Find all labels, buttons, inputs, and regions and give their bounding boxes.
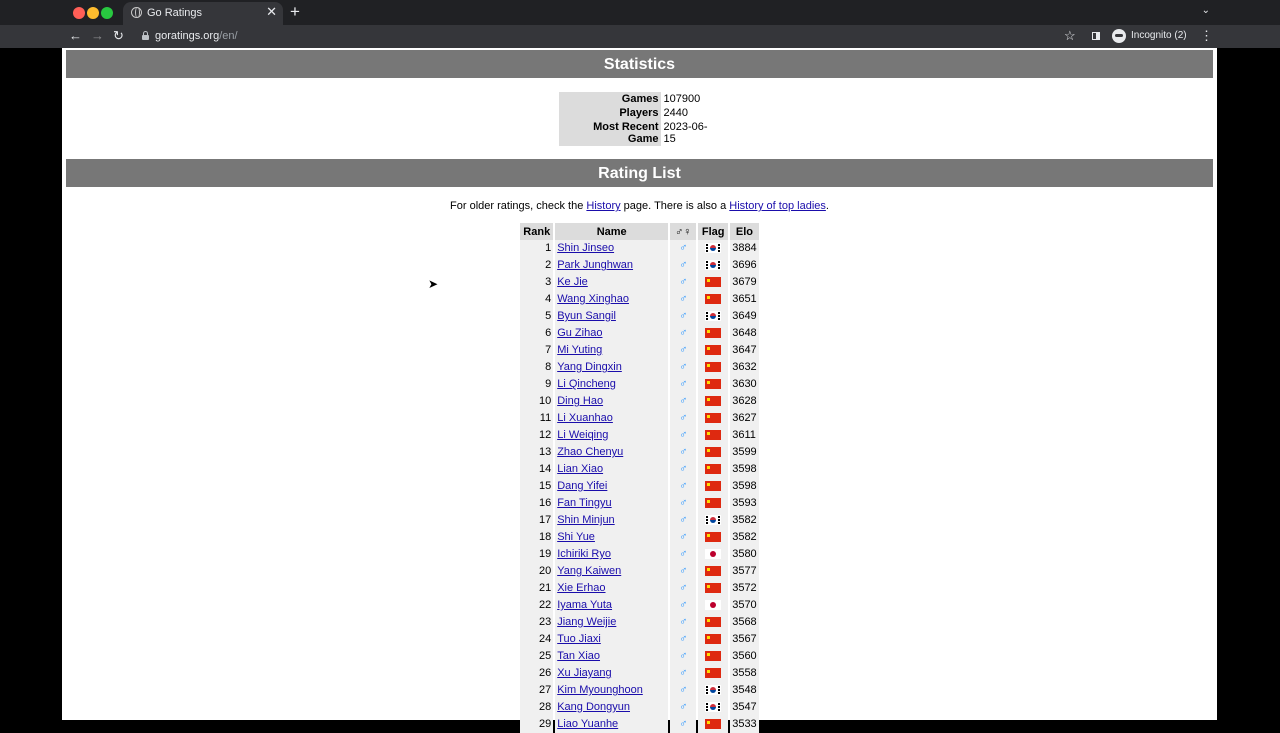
cn-flag-icon — [705, 464, 721, 474]
bookmark-star-icon[interactable]: ☆ — [1064, 28, 1076, 43]
player-rank: 6 — [520, 325, 553, 342]
player-name-cell — [555, 461, 668, 478]
male-icon: ♂ — [670, 308, 696, 325]
player-flag-cell — [698, 546, 728, 563]
stats-label: Most Recent Game — [559, 120, 661, 146]
player-rank: 14 — [520, 461, 553, 478]
player-rank: 21 — [520, 580, 553, 597]
maximize-window-button[interactable] — [101, 7, 113, 19]
incognito-label[interactable]: Incognito (2) — [1131, 30, 1187, 41]
player-elo: 3598 — [730, 461, 758, 478]
player-name-cell — [555, 410, 668, 427]
player-name-cell — [555, 240, 668, 257]
player-row — [520, 376, 758, 393]
mouse-cursor: ➤ — [428, 277, 439, 291]
player-row — [520, 461, 758, 478]
player-name-link[interactable]: Iyama Yuta — [557, 599, 613, 611]
chevron-down-icon[interactable]: ⌄ — [1201, 5, 1210, 16]
player-name-link[interactable]: Ke Jie — [557, 276, 588, 288]
player-row — [520, 410, 758, 427]
player-name-link[interactable]: Li Xuanhao — [557, 412, 613, 424]
player-elo: 3568 — [730, 614, 758, 631]
male-icon: ♂ — [670, 495, 696, 512]
close-window-button[interactable] — [73, 7, 85, 19]
player-flag-cell — [698, 376, 728, 393]
player-row — [520, 580, 758, 597]
kr-flag-icon — [705, 702, 721, 712]
player-flag-cell — [698, 461, 728, 478]
player-elo: 3547 — [730, 699, 758, 716]
player-elo: 3696 — [730, 257, 758, 274]
player-rank: 4 — [520, 291, 553, 308]
player-name-link[interactable]: Dang Yifei — [557, 480, 608, 492]
cn-flag-icon — [705, 447, 721, 457]
player-flag-cell — [698, 444, 728, 461]
player-elo: 3599 — [730, 444, 758, 461]
player-rank: 19 — [520, 546, 553, 563]
player-rank: 13 — [520, 444, 553, 461]
player-name-link[interactable]: Ichiriki Ryo — [557, 548, 611, 560]
player-elo: 3582 — [730, 512, 758, 529]
player-rank: 11 — [520, 410, 553, 427]
player-row — [520, 614, 758, 631]
intro-text-end: . — [825, 200, 829, 212]
male-icon: ♂ — [670, 716, 696, 733]
rating-table — [518, 223, 760, 733]
player-name-cell — [555, 631, 668, 648]
player-elo: 3580 — [730, 546, 758, 563]
player-flag-cell — [698, 614, 728, 631]
player-name-cell — [555, 376, 668, 393]
male-icon: ♂ — [670, 376, 696, 393]
player-elo: 3572 — [730, 580, 758, 597]
player-elo: 3560 — [730, 648, 758, 665]
player-row — [520, 682, 758, 699]
player-name-cell — [555, 716, 668, 733]
cn-flag-icon — [705, 328, 721, 338]
player-name-cell — [555, 444, 668, 461]
player-name-cell — [555, 274, 668, 291]
player-flag-cell — [698, 274, 728, 291]
player-name-cell — [555, 682, 668, 699]
player-row — [520, 563, 758, 580]
player-name-link[interactable]: Jiang Weijie — [557, 616, 617, 628]
player-name-link[interactable]: Ding Hao — [557, 395, 604, 407]
rating-table-header — [520, 223, 758, 240]
browser-tab[interactable] — [123, 2, 283, 25]
jp-flag-icon — [705, 549, 721, 559]
jp-flag-icon — [705, 600, 721, 610]
rank-header: Rank — [520, 223, 553, 240]
stats-value: 107900 — [663, 93, 701, 105]
player-rank: 8 — [520, 359, 553, 376]
back-arrow-icon[interactable]: ← — [69, 28, 82, 43]
player-elo: 3533 — [730, 716, 758, 733]
player-name-cell — [555, 512, 668, 529]
player-row — [520, 512, 758, 529]
player-row — [520, 478, 758, 495]
male-icon: ♂ — [670, 597, 696, 614]
cn-flag-icon — [705, 668, 721, 678]
kr-flag-icon — [705, 685, 721, 695]
player-flag-cell — [698, 393, 728, 410]
player-rank: 29 — [520, 716, 553, 733]
player-rank: 10 — [520, 393, 553, 410]
male-icon: ♂ — [670, 257, 696, 274]
more-menu-icon[interactable]: ⋮ — [1200, 28, 1213, 43]
player-name-cell — [555, 597, 668, 614]
male-icon: ♂ — [670, 529, 696, 546]
new-tab-icon[interactable]: + — [290, 2, 300, 21]
cn-flag-icon — [705, 294, 721, 304]
player-name-link[interactable]: Xu Jiayang — [557, 667, 612, 679]
player-name-link[interactable]: Yang Dingxin — [557, 361, 622, 373]
player-row — [520, 308, 758, 325]
player-name-link[interactable]: Liao Yuanhe — [557, 718, 619, 730]
male-icon: ♂ — [670, 699, 696, 716]
player-row — [520, 393, 758, 410]
player-name-cell — [555, 699, 668, 716]
address-bar[interactable] — [155, 30, 238, 42]
statistics-heading: Statistics — [66, 50, 1213, 78]
player-row — [520, 699, 758, 716]
player-flag-cell — [698, 631, 728, 648]
male-icon: ♂ — [670, 461, 696, 478]
player-row — [520, 257, 758, 274]
player-rank: 18 — [520, 529, 553, 546]
player-flag-cell — [698, 291, 728, 308]
player-name-cell — [555, 665, 668, 682]
elo-header: Elo — [730, 223, 758, 240]
player-name-link[interactable]: Park Junghwan — [557, 259, 634, 271]
stats-row — [559, 92, 721, 106]
player-elo: 3628 — [730, 393, 758, 410]
male-icon: ♂ — [670, 240, 696, 257]
player-flag-cell — [698, 597, 728, 614]
browser-toolbar — [0, 25, 1280, 48]
player-elo: 3593 — [730, 495, 758, 512]
globe-icon — [131, 7, 142, 18]
player-elo: 3647 — [730, 342, 758, 359]
player-flag-cell — [698, 359, 728, 376]
player-rank: 2 — [520, 257, 553, 274]
cn-flag-icon — [705, 413, 721, 423]
cn-flag-icon — [705, 362, 721, 372]
player-name-link[interactable]: Li Qincheng — [557, 378, 616, 390]
player-name-cell — [555, 342, 668, 359]
player-elo: 3611 — [730, 427, 758, 444]
player-elo: 3649 — [730, 308, 758, 325]
player-rank: 3 — [520, 274, 553, 291]
player-name-link[interactable]: Wang Xinghao — [557, 293, 629, 305]
player-row — [520, 291, 758, 308]
tab-title: Go Ratings — [147, 7, 203, 19]
player-name-link[interactable]: Fan Tingyu — [557, 497, 612, 509]
player-row — [520, 495, 758, 512]
player-name-link[interactable]: Tuo Jiaxi — [557, 633, 601, 645]
player-flag-cell — [698, 716, 728, 733]
player-name-cell — [555, 478, 668, 495]
tab-strip — [0, 0, 1280, 25]
player-rank: 12 — [520, 427, 553, 444]
male-icon: ♂ — [670, 614, 696, 631]
player-rank: 28 — [520, 699, 553, 716]
player-row — [520, 240, 758, 257]
player-name-cell — [555, 648, 668, 665]
male-icon: ♂ — [670, 665, 696, 682]
player-row — [520, 597, 758, 614]
kr-flag-icon — [705, 311, 721, 321]
cn-flag-icon — [705, 651, 721, 661]
intro-text-middle: page. There is also a — [620, 200, 730, 212]
url-path: /en/ — [219, 30, 238, 42]
player-name-cell — [555, 308, 668, 325]
player-row — [520, 274, 758, 291]
player-rank: 5 — [520, 308, 553, 325]
side-panel-icon[interactable] — [1092, 32, 1100, 40]
incognito-icon[interactable] — [1112, 29, 1126, 43]
player-flag-cell — [698, 563, 728, 580]
player-name-link[interactable]: Mi Yuting — [557, 344, 603, 356]
player-flag-cell — [698, 495, 728, 512]
stats-row — [559, 120, 721, 146]
player-name-link[interactable]: Gu Zihao — [557, 327, 603, 339]
player-name-link[interactable]: Shin Jinseo — [557, 242, 615, 254]
cn-flag-icon — [705, 396, 721, 406]
male-icon: ♂ — [670, 410, 696, 427]
player-name-link[interactable]: Zhao Chenyu — [557, 446, 624, 458]
player-elo: 3884 — [730, 240, 758, 257]
player-name-cell — [555, 495, 668, 512]
male-icon: ♂ — [670, 546, 696, 563]
player-rank: 24 — [520, 631, 553, 648]
male-icon: ♂ — [670, 393, 696, 410]
reload-icon[interactable]: ↻ — [113, 28, 124, 43]
player-flag-cell — [698, 665, 728, 682]
male-icon: ♂ — [670, 274, 696, 291]
player-row — [520, 716, 758, 733]
player-rank: 25 — [520, 648, 553, 665]
close-tab-icon[interactable]: ✕ — [266, 4, 277, 19]
cn-flag-icon — [705, 379, 721, 389]
intro-text-start: For older ratings, check the — [450, 200, 587, 212]
player-elo: 3627 — [730, 410, 758, 427]
player-flag-cell — [698, 257, 728, 274]
player-rank: 15 — [520, 478, 553, 495]
url-host: goratings.org — [155, 30, 220, 42]
player-elo: 3570 — [730, 597, 758, 614]
player-row — [520, 325, 758, 342]
player-name-cell — [555, 614, 668, 631]
player-flag-cell — [698, 699, 728, 716]
player-name-link[interactable]: Li Weiqing — [557, 429, 609, 441]
player-elo: 3582 — [730, 529, 758, 546]
stats-row — [559, 106, 721, 120]
player-elo: 3630 — [730, 376, 758, 393]
male-icon: ♂ — [670, 359, 696, 376]
player-elo: 3632 — [730, 359, 758, 376]
player-elo: 3651 — [730, 291, 758, 308]
player-name-cell — [555, 546, 668, 563]
cn-flag-icon — [705, 481, 721, 491]
player-name-cell — [555, 393, 668, 410]
player-elo: 3598 — [730, 478, 758, 495]
player-rank: 27 — [520, 682, 553, 699]
player-name-cell — [555, 257, 668, 274]
male-icon: ♂ — [670, 580, 696, 597]
player-name-cell — [555, 529, 668, 546]
player-flag-cell — [698, 427, 728, 444]
male-icon: ♂ — [670, 631, 696, 648]
player-row — [520, 529, 758, 546]
cn-flag-icon — [705, 532, 721, 542]
player-rank: 16 — [520, 495, 553, 512]
cn-flag-icon — [705, 617, 721, 627]
male-icon: ♂ — [670, 648, 696, 665]
cn-flag-icon — [705, 719, 721, 729]
player-rank: 1 — [520, 240, 553, 257]
player-flag-cell — [698, 512, 728, 529]
player-name-link[interactable]: Shi Yue — [557, 531, 595, 543]
player-elo: 3548 — [730, 682, 758, 699]
player-row — [520, 427, 758, 444]
cn-flag-icon — [705, 566, 721, 576]
player-rank: 9 — [520, 376, 553, 393]
player-elo: 3558 — [730, 665, 758, 682]
rating-intro — [62, 200, 1217, 212]
forward-arrow-icon[interactable]: → — [91, 28, 104, 43]
player-flag-cell — [698, 325, 728, 342]
player-name-link[interactable]: Kim Myounghoon — [557, 684, 643, 696]
cn-flag-icon — [705, 277, 721, 287]
cn-flag-icon — [705, 430, 721, 440]
minimize-window-button[interactable] — [87, 7, 99, 19]
player-flag-cell — [698, 342, 728, 359]
history-link[interactable]: History — [586, 200, 621, 212]
player-rank: 22 — [520, 597, 553, 614]
player-name-link[interactable]: Xie Erhao — [557, 582, 606, 594]
male-icon: ♂ — [670, 478, 696, 495]
player-name-link[interactable]: Lian Xiao — [557, 463, 604, 475]
male-icon: ♂ — [670, 563, 696, 580]
sex-header: ♂♀ — [670, 223, 696, 240]
player-flag-cell — [698, 308, 728, 325]
player-rank: 20 — [520, 563, 553, 580]
kr-flag-icon — [705, 260, 721, 270]
player-rank: 17 — [520, 512, 553, 529]
player-row — [520, 342, 758, 359]
player-flag-cell — [698, 478, 728, 495]
stats-value: 2023-06-15 — [663, 121, 708, 145]
player-flag-cell — [698, 529, 728, 546]
player-row — [520, 631, 758, 648]
player-elo: 3648 — [730, 325, 758, 342]
player-name-cell — [555, 427, 668, 444]
flag-header: Flag — [698, 223, 728, 240]
player-flag-cell — [698, 240, 728, 257]
player-row — [520, 444, 758, 461]
player-name-cell — [555, 580, 668, 597]
cn-flag-icon — [705, 345, 721, 355]
stats-label: Games — [559, 92, 661, 106]
lock-icon[interactable] — [142, 31, 149, 40]
player-name-link[interactable]: Byun Sangil — [557, 310, 616, 322]
male-icon: ♂ — [670, 325, 696, 342]
player-rank: 7 — [520, 342, 553, 359]
player-name-cell — [555, 325, 668, 342]
male-icon: ♂ — [670, 682, 696, 699]
player-name-link[interactable]: Tan Xiao — [557, 650, 601, 662]
player-name-cell — [555, 563, 668, 580]
rating-list-heading: Rating List — [66, 159, 1213, 187]
player-row — [520, 359, 758, 376]
player-elo: 3679 — [730, 274, 758, 291]
name-header: Name — [555, 223, 668, 240]
male-icon: ♂ — [670, 342, 696, 359]
player-name-link[interactable]: Shin Minjun — [557, 514, 615, 526]
player-row — [520, 648, 758, 665]
kr-flag-icon — [705, 515, 721, 525]
web-page — [62, 48, 1217, 730]
cn-flag-icon — [705, 583, 721, 593]
cn-flag-icon — [705, 498, 721, 508]
player-name-link[interactable]: Kang Dongyun — [557, 701, 630, 713]
player-flag-cell — [698, 580, 728, 597]
statistics-table — [559, 92, 721, 146]
male-icon: ♂ — [670, 512, 696, 529]
stats-value: 2440 — [663, 107, 688, 119]
player-elo: 3567 — [730, 631, 758, 648]
player-row — [520, 665, 758, 682]
male-icon: ♂ — [670, 291, 696, 308]
player-row — [520, 546, 758, 563]
player-rank: 23 — [520, 614, 553, 631]
player-name-link[interactable]: Yang Kaiwen — [557, 565, 622, 577]
player-name-cell — [555, 359, 668, 376]
stats-label: Players — [559, 106, 661, 120]
player-flag-cell — [698, 648, 728, 665]
player-flag-cell — [698, 682, 728, 699]
male-icon: ♂ — [670, 444, 696, 461]
history-top-ladies-link[interactable]: History of top ladies — [729, 200, 826, 212]
male-icon: ♂ — [670, 427, 696, 444]
player-elo: 3577 — [730, 563, 758, 580]
kr-flag-icon — [705, 243, 721, 253]
player-rank: 26 — [520, 665, 553, 682]
player-name-cell — [555, 291, 668, 308]
cn-flag-icon — [705, 634, 721, 644]
player-flag-cell — [698, 410, 728, 427]
